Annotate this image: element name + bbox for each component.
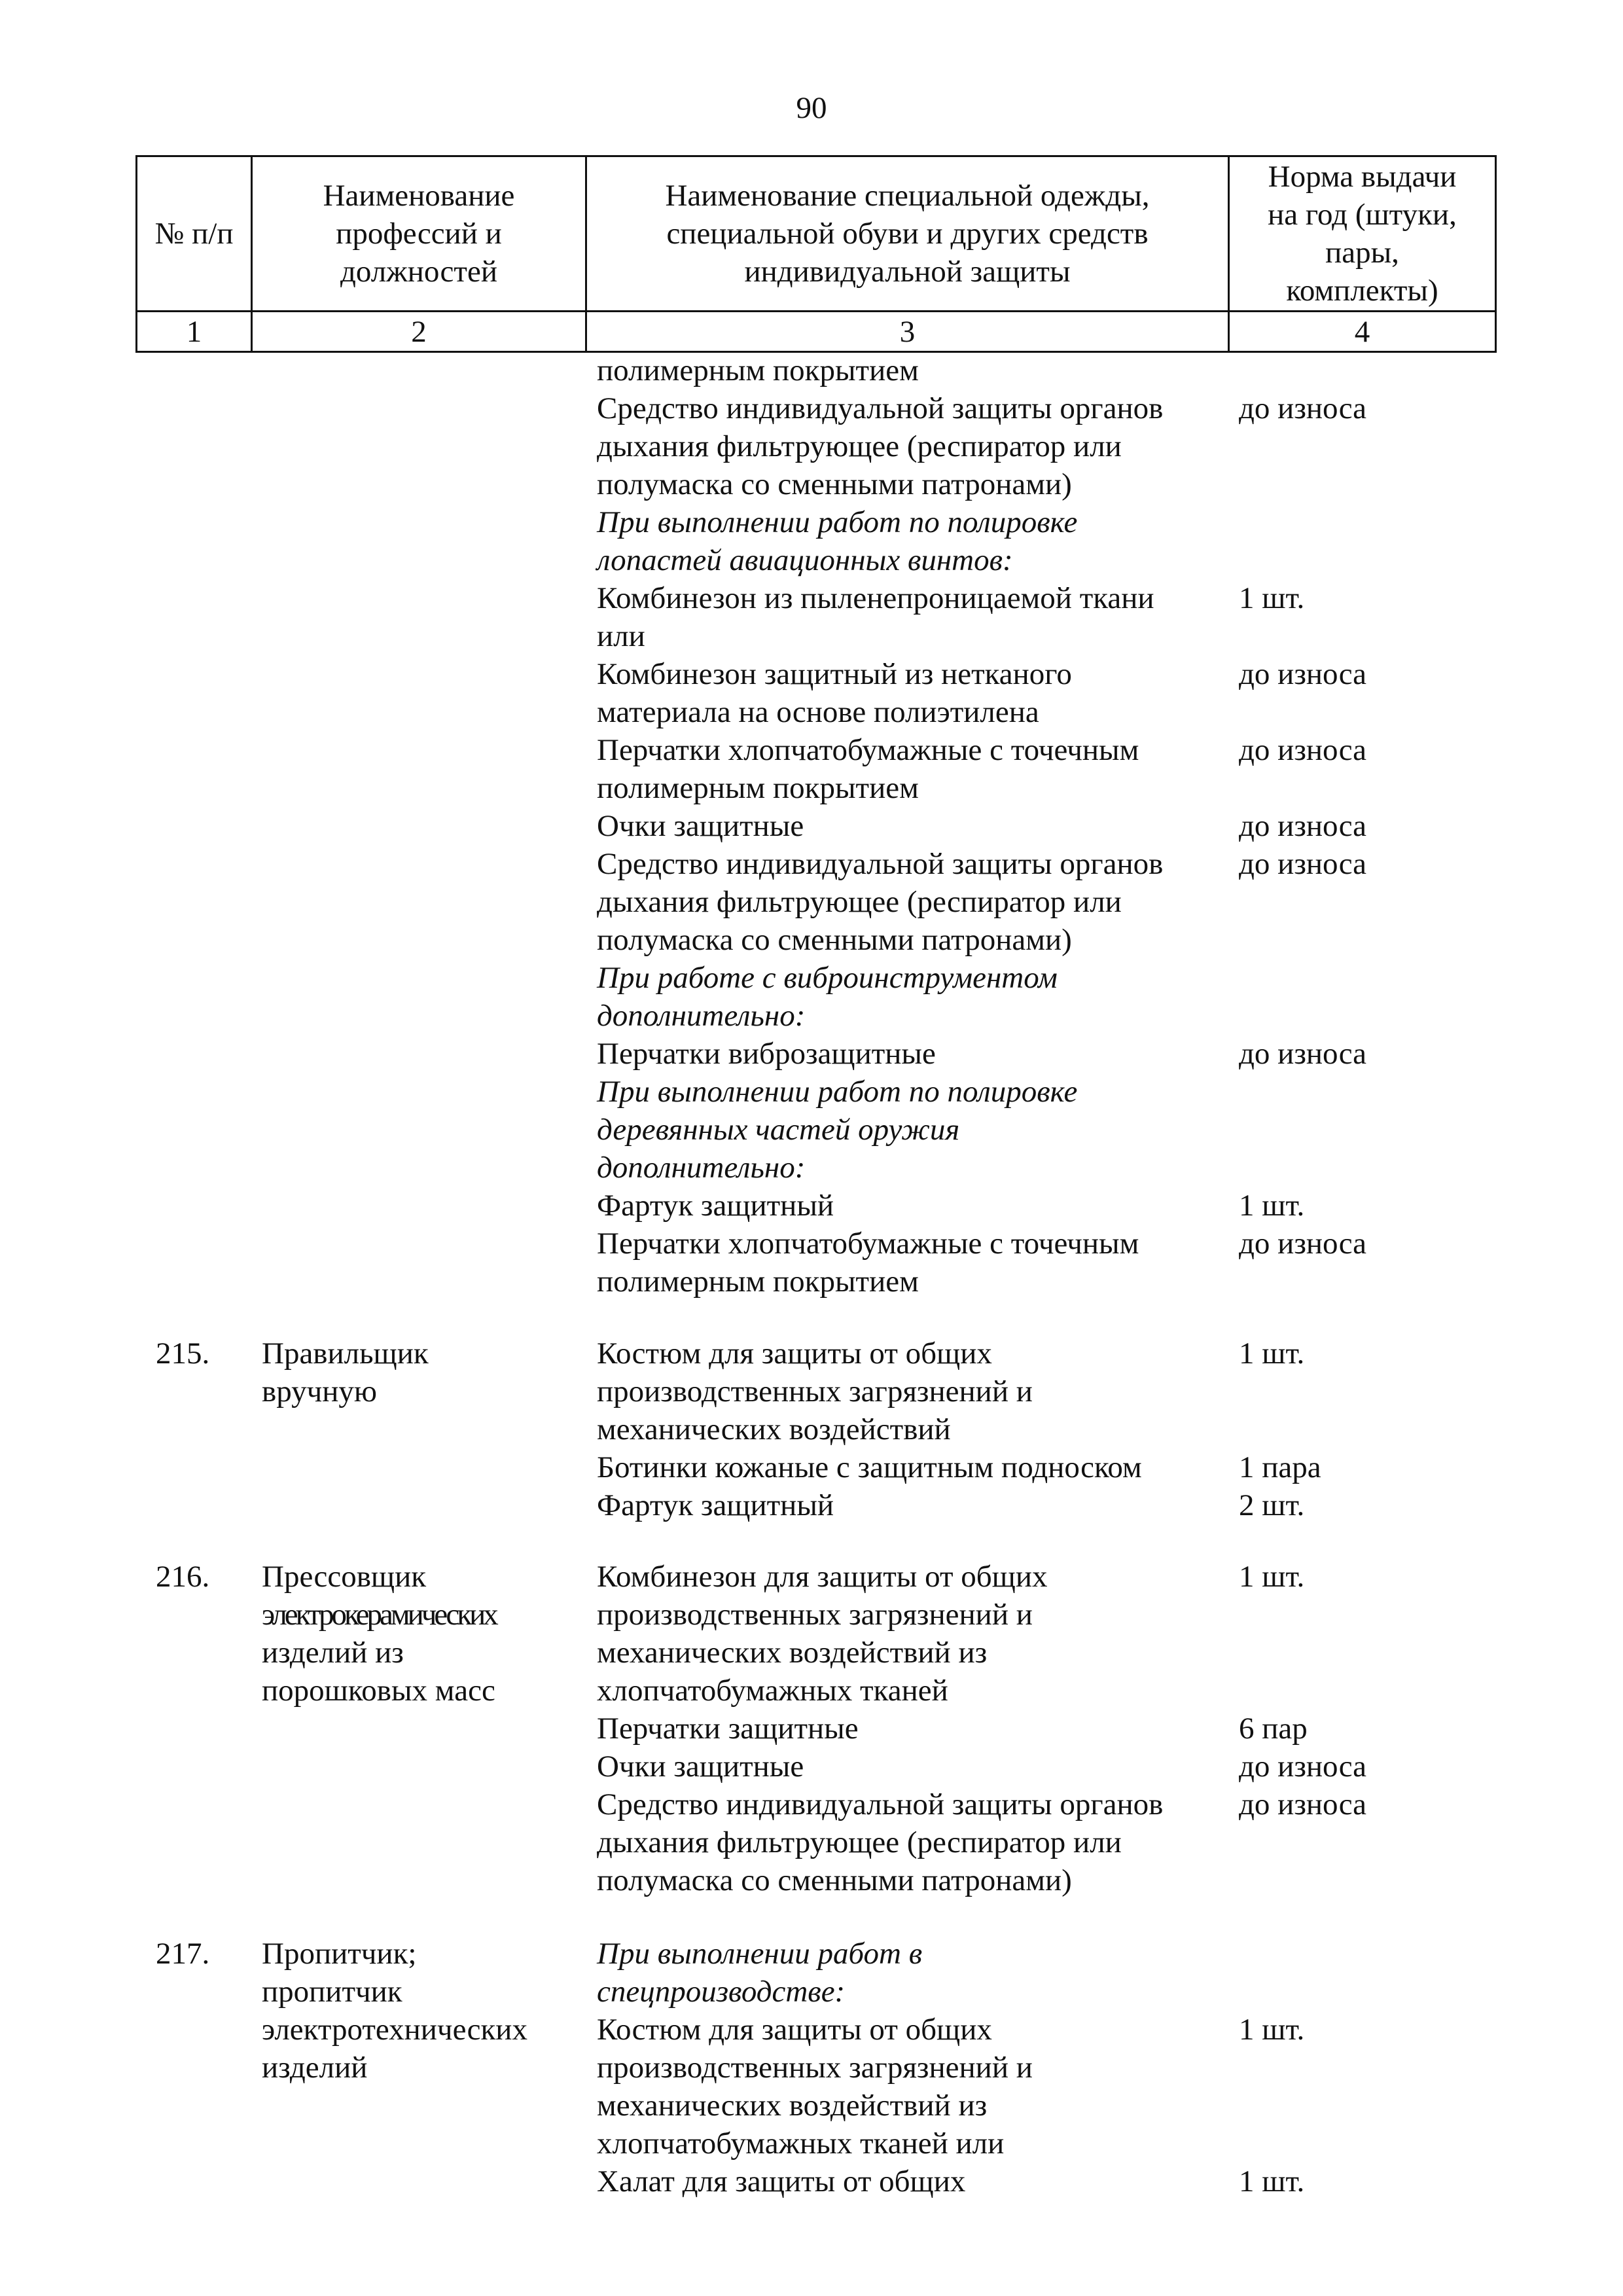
item-text: механических воздействий [597,1412,951,1446]
item-text: производственных загрязнений и [597,1374,1033,1408]
norm-text: до износа [1239,809,1366,843]
item-text: дыхания фильтрующее (респиратор или [597,429,1122,463]
item-text: Ботинки кожаные с защитным подноском [597,1450,1142,1484]
norm-text: до износа [1239,1787,1366,1821]
item-text: Средство индивидуальной защиты органов [597,1787,1164,1821]
norm-text: 1 шт. [1239,581,1305,615]
item-text: Комбинезон для защиты от общих [597,1560,1048,1594]
condition-text: деревянных частей оружия [597,1113,960,1147]
item-text: хлопчатобумажных тканей [597,1674,948,1708]
item-text: полимерным покрытием [597,771,919,805]
profession-text: вручную [262,1374,377,1408]
header-col-number: № п/п [137,156,252,312]
item-text: Костюм для защиты от общих [597,2013,992,2047]
profession-text: изделий [262,2051,368,2085]
table-header [135,155,1497,353]
column-number-4: 4 [1229,312,1496,352]
norm-text: 6 пар [1239,1712,1308,1746]
condition-text: дополнительно: [597,1151,806,1185]
item-text: полумаска со сменными патронами) [597,467,1072,501]
row-number: 217. [156,1937,210,1971]
column-number-3: 3 [586,312,1229,352]
norm-text: 1 шт. [1239,2164,1305,2198]
condition-text: При выполнении работ по полировке [597,505,1078,539]
norm-text: 1 пара [1239,1450,1321,1484]
item-text: Фартук защитный [597,1488,834,1522]
item-text: механических воздействий из [597,1636,988,1670]
item-text: Комбинезон из пыленепроницаемой ткани [597,581,1154,615]
row-number: 215. [156,1336,210,1371]
condition-text: дополнительно: [597,999,806,1033]
profession-text: Правильщик [262,1336,429,1371]
item-text: Фартук защитный [597,1189,834,1223]
profession-text: изделий из [262,1636,404,1670]
item-text: Перчатки виброзащитные [597,1037,936,1071]
item-text: Перчатки хлопчатобумажные с точечным [597,1227,1139,1261]
item-text: полимерным покрытием [597,1265,919,1299]
condition-text: При работе с виброинструментом [597,961,1058,995]
item-text: Перчатки хлопчатобумажные с точечным [597,733,1139,767]
item-text: производственных загрязнений и [597,1598,1033,1632]
norm-text: до износа [1239,1749,1366,1784]
header-col-norm: Норма выдачи на год (штуки, пары, комплекты) [1229,156,1496,312]
profession-text: пропитчик [262,1975,402,2009]
norm-text: до износа [1239,657,1366,691]
norm-text: 1 шт. [1239,1336,1305,1371]
item-text: производственных загрязнений и [597,2051,1033,2085]
norm-text: 1 шт. [1239,1189,1305,1223]
norm-text: до износа [1239,391,1366,425]
item-text: Перчатки защитные [597,1712,859,1746]
norm-text: до износа [1239,1227,1366,1261]
item-text: полумаска со сменными патронами) [597,1863,1072,1897]
row-number: 216. [156,1560,210,1594]
norm-text: до износа [1239,1037,1366,1071]
item-text: или [597,619,645,653]
condition-text: При выполнении работ по полировке [597,1075,1078,1109]
norm-text: 1 шт. [1239,1560,1305,1594]
profession-text: электротехнических [262,2013,527,2047]
item-text: механических воздействий из [597,2089,988,2123]
item-text: Комбинезон защитный из нетканого [597,657,1072,691]
profession-text: порошковых масс [262,1674,495,1708]
column-number-2: 2 [252,312,586,352]
condition-text: При выполнении работ в [597,1937,923,1971]
item-text: дыхания фильтрующее (респиратор или [597,1825,1122,1859]
header-col-item: Наименование специальной одежды, специальной обуви и других средств индивидуальной защиты [586,156,1229,312]
norm-text: 2 шт. [1239,1488,1305,1522]
page-number: 90 [796,91,827,125]
norm-text: до износа [1239,733,1366,767]
item-text: полумаска со сменными патронами) [597,923,1072,957]
profession-text: Прессовщик [262,1560,427,1594]
profession-text: Пропитчик; [262,1937,417,1971]
norm-text: до износа [1239,847,1366,881]
header-col-profession: Наименование профессий и должностей [252,156,586,312]
item-text: Средство индивидуальной защиты органов [597,847,1164,881]
condition-text: спецпроизводстве: [597,1975,846,2009]
item-text: дыхания фильтрующее (респиратор или [597,885,1122,919]
profession-text: электрокерамических [262,1598,496,1632]
condition-text: лопастей авиационных винтов: [597,543,1013,577]
item-text: хлопчатобумажных тканей или [597,2126,1005,2161]
column-number-1: 1 [137,312,252,352]
item-text: Костюм для защиты от общих [597,1336,992,1371]
item-text: Очки защитные [597,1749,804,1784]
item-text: Средство индивидуальной защиты органов [597,391,1164,425]
item-text: Очки защитные [597,809,804,843]
item-text: полимерным покрытием [597,353,919,387]
item-text: Халат для защиты от общих [597,2164,966,2198]
item-text: материала на основе полиэтилена [597,695,1039,729]
norm-text: 1 шт. [1239,2013,1305,2047]
